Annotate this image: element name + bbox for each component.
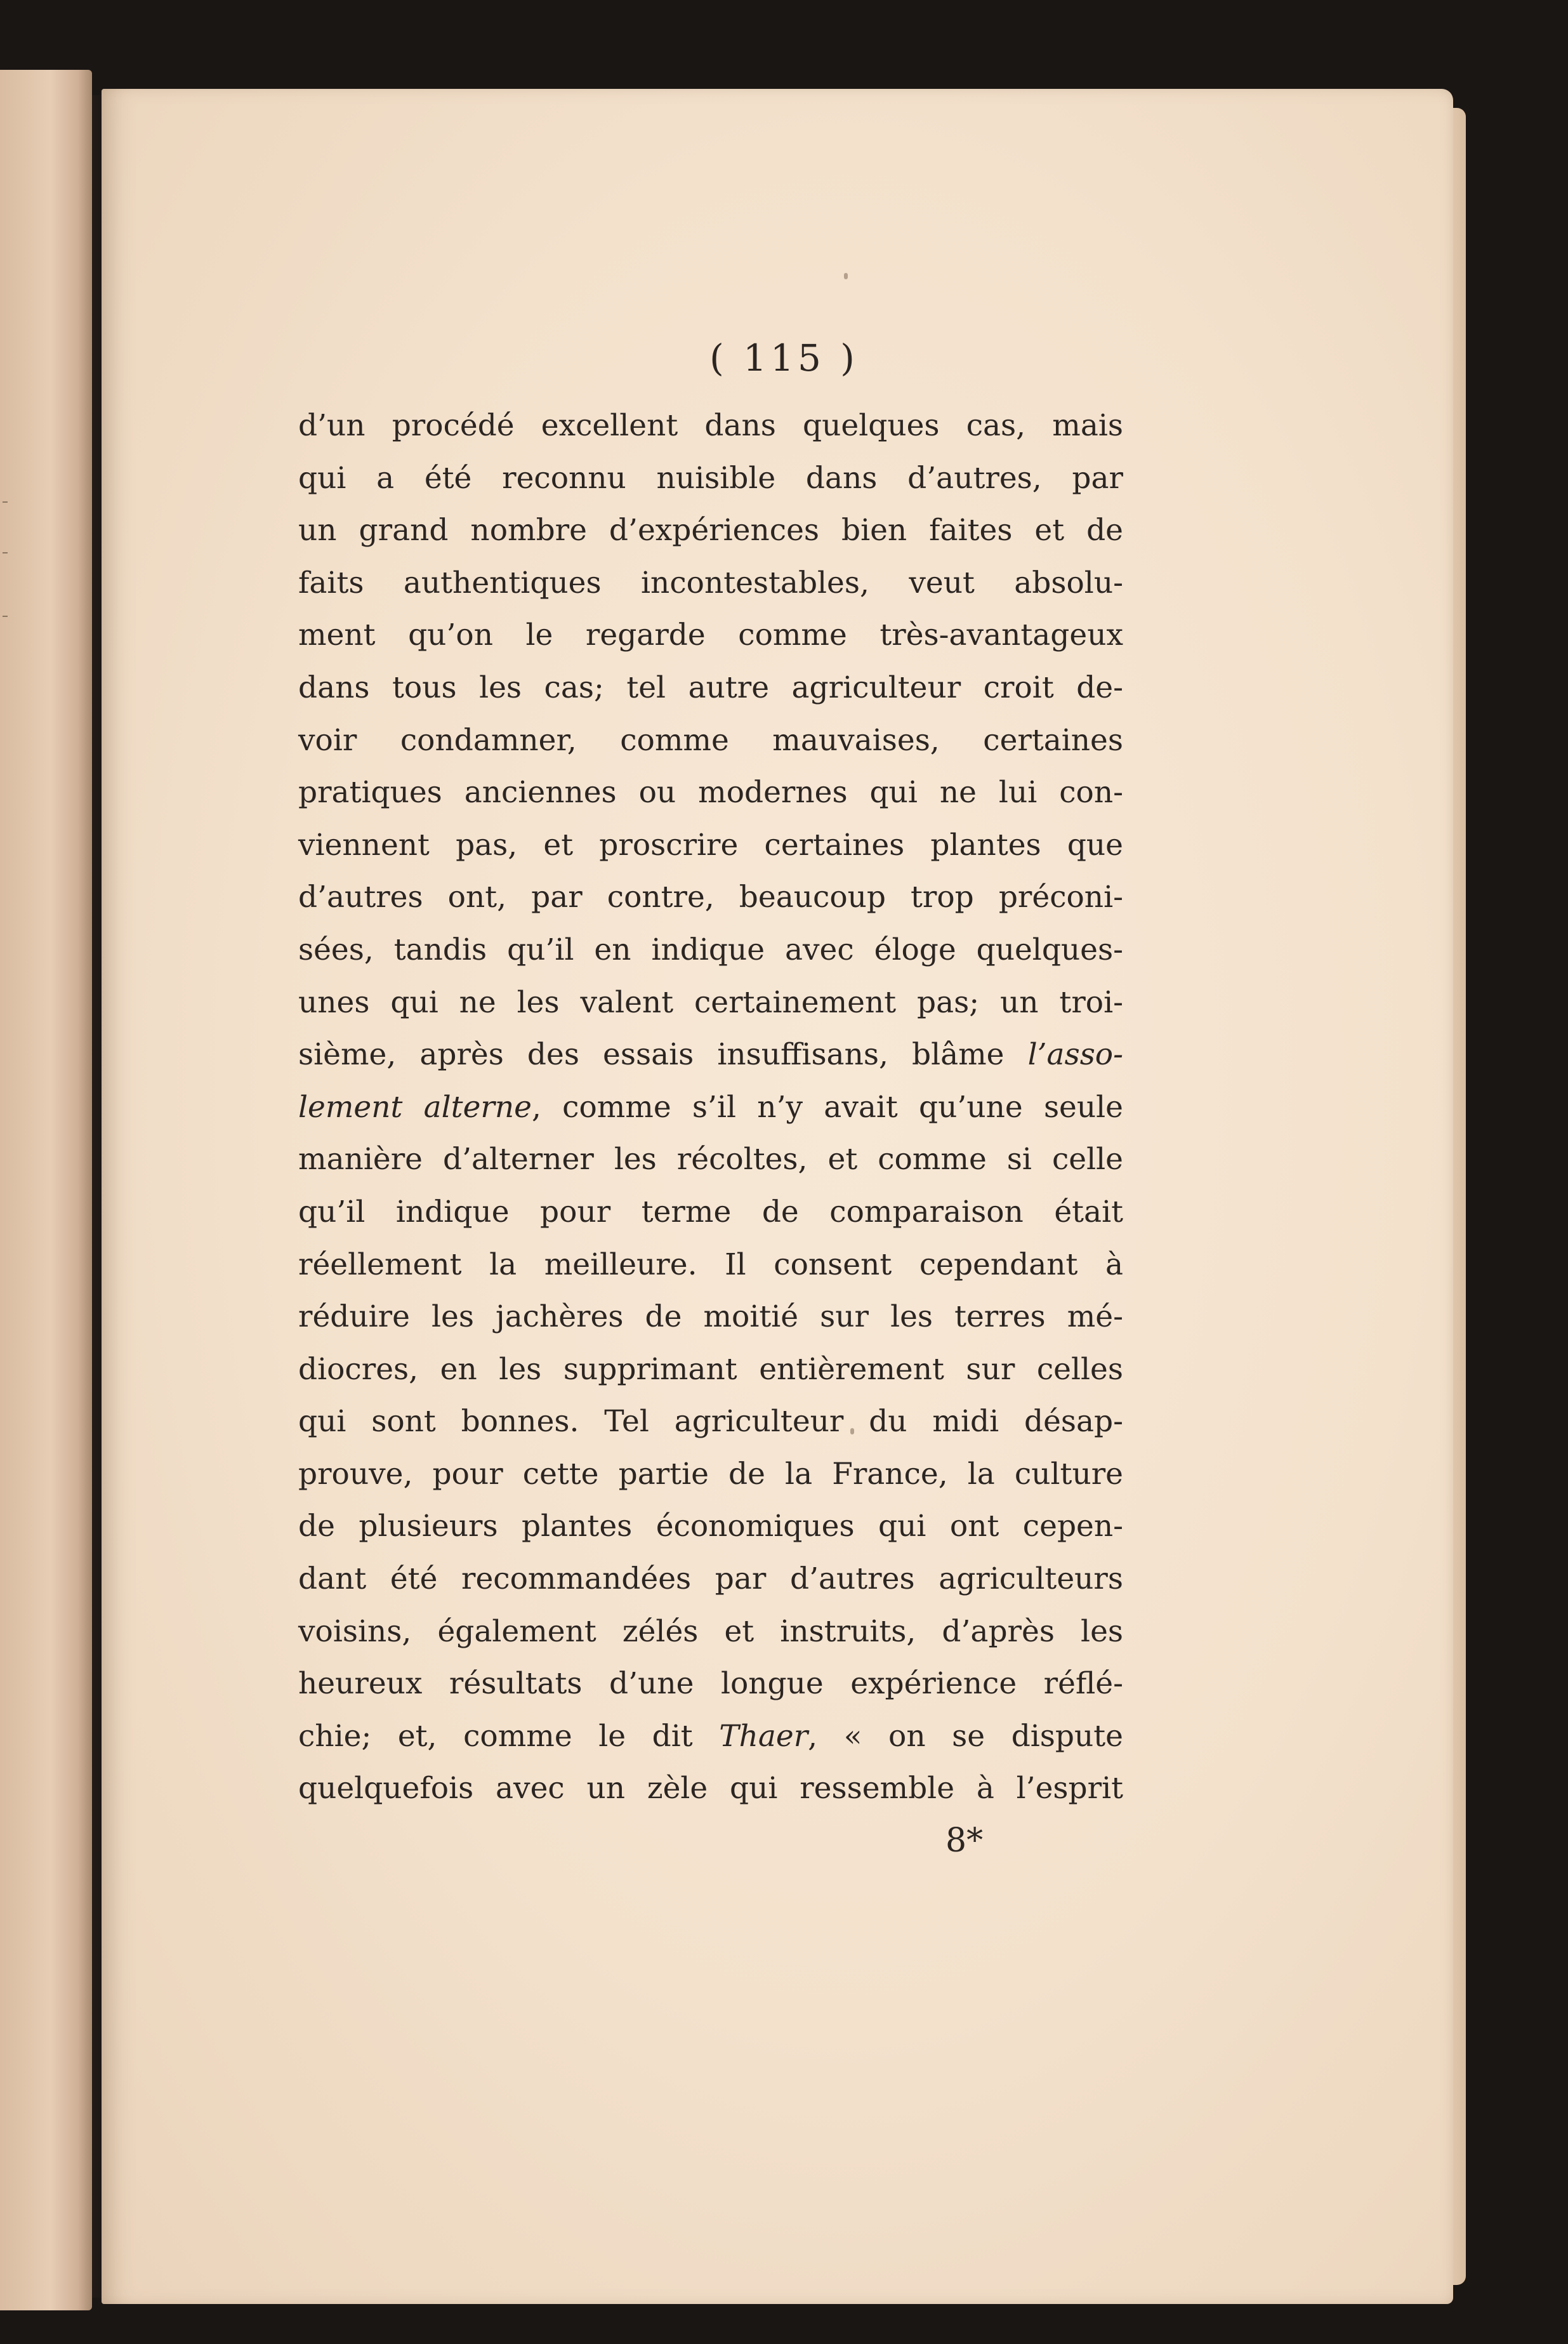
text-run: , comme s’il n’y avait qu’une seule <box>531 1089 1123 1125</box>
text-line <box>298 1029 1123 1082</box>
margin-mark <box>3 501 8 503</box>
text-run: de plusieurs plantes économiques qui ont cepen- <box>298 1509 1123 1544</box>
text-run: voir condamner, comme mauvaises, certaines <box>298 722 1123 758</box>
text-run: diocres, en les supprimant entièrement sur celles <box>298 1351 1123 1387</box>
text-line <box>298 1396 1123 1448</box>
text-line <box>298 715 1123 767</box>
text-run: , « on se dispute <box>808 1718 1123 1754</box>
text-run: d’autres ont, par contre, beaucoup trop préconi- <box>298 880 1123 915</box>
text-line <box>298 453 1123 505</box>
text-run: réduire les jachères de moitié sur les terres mé- <box>298 1299 1123 1335</box>
text-run: qui a été reconnu nuisible dans d’autres, par <box>298 460 1123 496</box>
text-line <box>298 767 1123 819</box>
text-run: dans tous les cas; tel autre agriculteur croit de- <box>298 670 1123 705</box>
text-line <box>298 1448 1123 1501</box>
text-line <box>298 505 1123 557</box>
text-run: viennent pas, et proscrire certaines plantes que <box>298 827 1123 863</box>
page-number: ( 115 ) <box>709 336 859 380</box>
text-line <box>298 1763 1123 1815</box>
text-line <box>298 1186 1123 1239</box>
text-run: prouve, pour cette partie de la France, la culture <box>298 1456 1123 1492</box>
text-run: d’un procédé excellent dans quelques cas, mais <box>298 408 1123 443</box>
text-run: heureux résultats d’une longue expérience réflé- <box>298 1666 1123 1702</box>
text-run: ment qu’on le regarde comme très-avantageux <box>298 618 1123 653</box>
text-line <box>298 1134 1123 1186</box>
text-run: chie; et, comme le dit <box>298 1718 720 1754</box>
text-run: dant été recommandées par d’autres agriculteurs <box>298 1561 1123 1597</box>
body-text <box>298 400 1123 1815</box>
text-line <box>298 1658 1123 1711</box>
text-line <box>298 557 1123 610</box>
text-run: réellement la meilleure. Il consent cependant à <box>298 1247 1123 1282</box>
text-run: voisins, également zélés et instruits, d’après les <box>298 1613 1123 1649</box>
text-run: un grand nombre d’expériences bien faites et de <box>298 513 1123 548</box>
text-line <box>298 1500 1123 1553</box>
text-line <box>298 1082 1123 1134</box>
italic-text: lement alterne <box>298 1089 532 1125</box>
text-run: sième, après des essais insuffisans, blâme <box>298 1037 1028 1073</box>
text-run: manière d’alterner les récoltes, et comme si celle <box>298 1142 1123 1177</box>
italic-text: l’asso- <box>1027 1037 1123 1073</box>
margin-mark <box>3 616 8 617</box>
text-line <box>298 609 1123 662</box>
text-line <box>298 1291 1123 1344</box>
text-line <box>298 1606 1123 1659</box>
facing-page-edge <box>0 70 92 2310</box>
signature-mark: 8* <box>945 1822 984 1860</box>
text-run: quelquefois avec un zèle qui ressemble à l’esprit <box>298 1771 1123 1806</box>
text-line <box>298 819 1123 872</box>
text-line <box>298 871 1123 924</box>
text-run: qui sont bonnes. Tel agriculteur du midi désap- <box>298 1404 1123 1440</box>
text-line <box>298 1239 1123 1292</box>
text-line <box>298 400 1123 453</box>
paper-speck <box>844 273 848 279</box>
margin-mark <box>3 552 8 553</box>
text-line <box>298 1553 1123 1606</box>
text-run: unes qui ne les valent certainement pas; un troi- <box>298 984 1123 1020</box>
text-run: sées, tandis qu’il en indique avec éloge quelques- <box>298 932 1123 967</box>
text-run: qu’il indique pour terme de comparaison était <box>298 1194 1123 1229</box>
text-line <box>298 977 1123 1030</box>
text-run: faits authentiques incontestables, veut absolu- <box>298 565 1123 600</box>
text-line <box>298 1344 1123 1396</box>
text-line <box>298 1711 1123 1763</box>
italic-text: Thaer <box>719 1718 808 1754</box>
text-line <box>298 662 1123 715</box>
text-line <box>298 924 1123 977</box>
text-run: pratiques anciennes ou modernes qui ne lui con- <box>298 775 1123 811</box>
